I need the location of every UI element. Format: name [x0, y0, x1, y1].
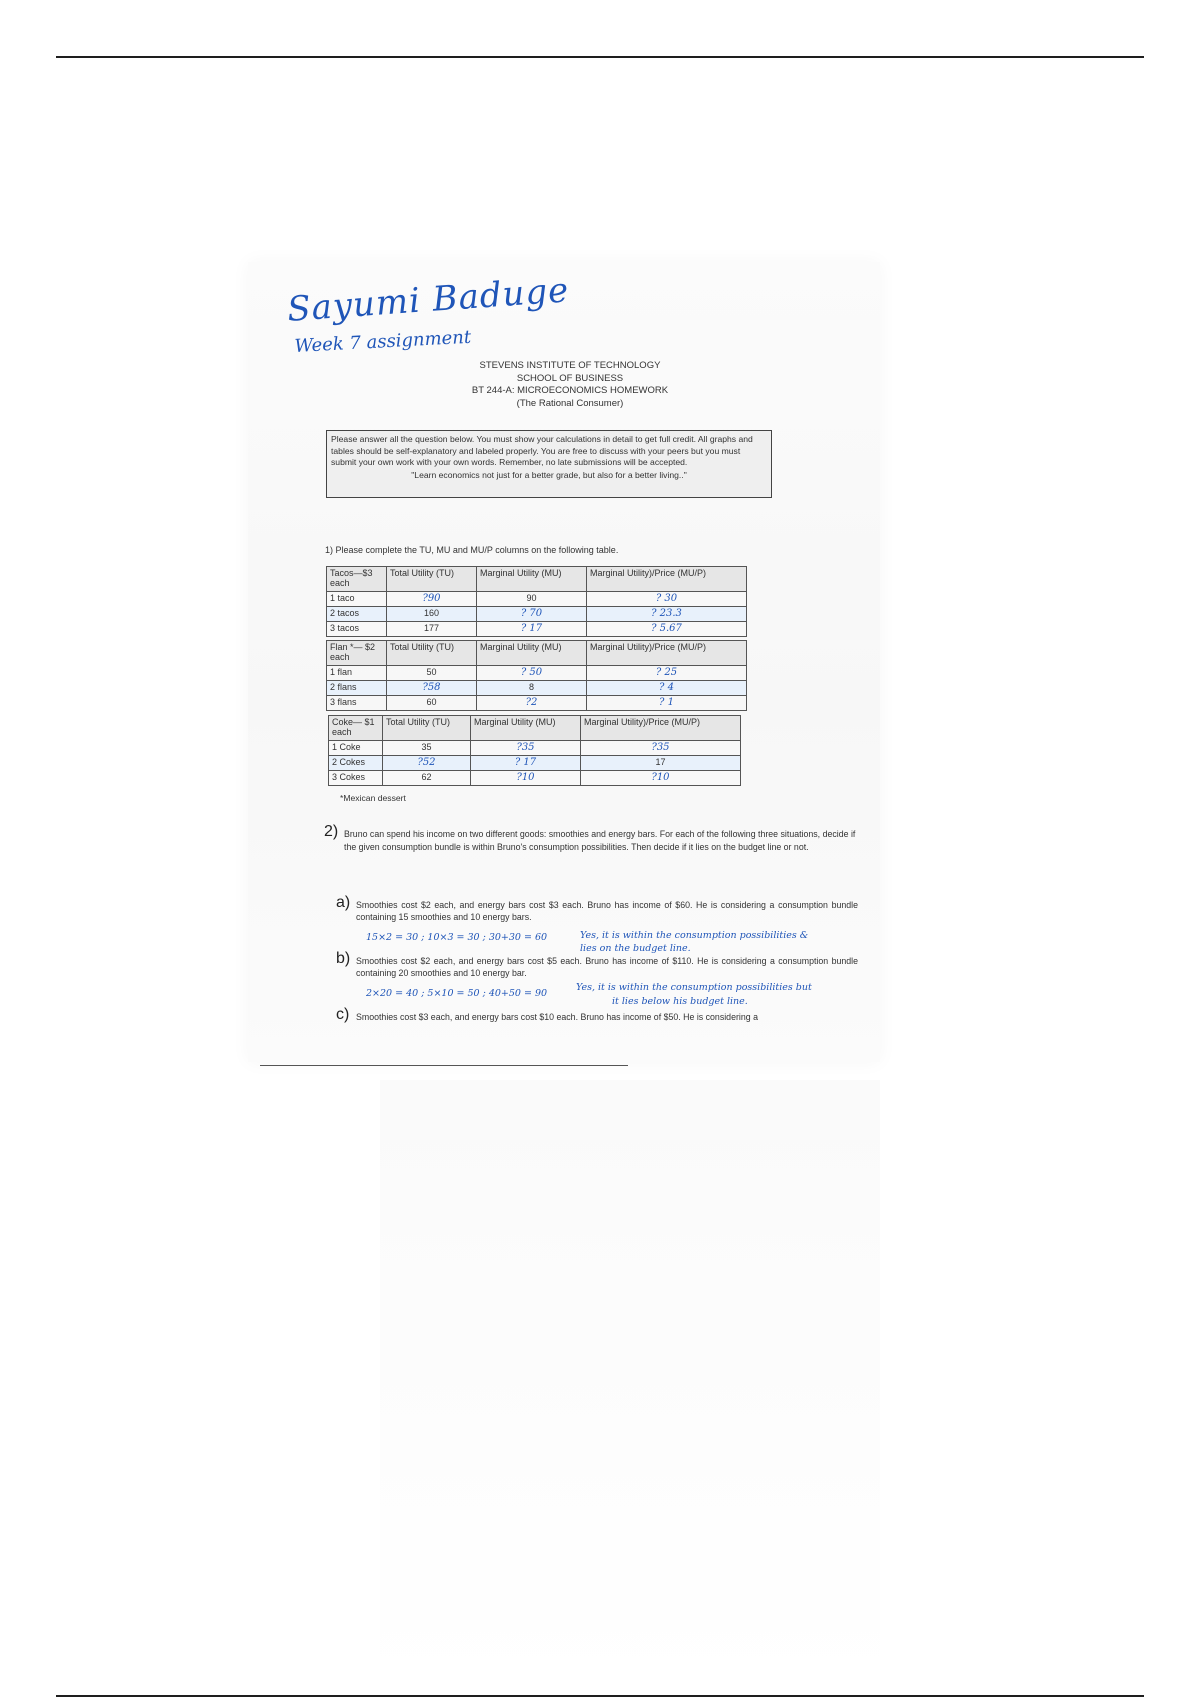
handwritten-answer-a-line2: lies on the budget line.: [580, 943, 691, 954]
handwritten-answer: ? 70: [477, 607, 587, 622]
handwritten-answer: ?52: [383, 756, 471, 771]
question-2a-letter: a): [336, 894, 351, 911]
table-header-cell: Total Utility (TU): [387, 567, 477, 592]
table-cell: 3 Cokes: [329, 771, 383, 786]
table-header-cell: Marginal Utility)/Price (MU/P): [587, 567, 747, 592]
table-header-row: [327, 641, 747, 666]
table-cell: 17: [581, 756, 741, 771]
table-row: [329, 741, 741, 756]
handwritten-answer: ?10: [471, 771, 581, 786]
question-1: 1) Please complete the TU, MU and MU/P columns on the following table.: [325, 545, 619, 555]
document-header: [420, 360, 720, 410]
handwritten-answer: ? 25: [587, 666, 747, 681]
question-2b-text: Smoothies cost $2 each, and energy bars cost $5 each. Bruno has income of $110. He is considering a consumption bundle containing 20 smoothies and 10 energy bar.: [356, 956, 858, 978]
header-line-school: SCHOOL OF BUSINESS: [516, 372, 624, 384]
handwritten-answer: ?58: [387, 681, 477, 696]
handwritten-calculation-b: 2×20 = 40 ; 5×10 = 50 ; 40+50 = 90: [366, 988, 548, 999]
handwritten-answer-a-line1: Yes, it is within the consumption possibilities &: [580, 930, 809, 941]
table-header-cell: Marginal Utility)/Price (MU/P): [581, 716, 741, 741]
table-row: [327, 696, 747, 711]
table-footnote: *Mexican dessert: [340, 793, 406, 803]
table-row: [329, 756, 741, 771]
table-cell: 60: [387, 696, 477, 711]
table-header-cell: Coke— $1 each: [329, 716, 383, 741]
handwritten-subtitle: Week 7 assignment: [294, 326, 472, 357]
table-cell: 8: [477, 681, 587, 696]
table-cell: 62: [383, 771, 471, 786]
table-header-cell: Tacos—$3 each: [327, 567, 387, 592]
handwritten-answer: ?90: [387, 592, 477, 607]
coke-table: [328, 715, 741, 786]
table-cell: 35: [383, 741, 471, 756]
handwritten-answer: ?2: [477, 696, 587, 711]
table-header-row: [327, 567, 747, 592]
instructions-text: Please answer all the question below. You must show your calculations in detail to get full credit. All graphs and tables should be self-explanatory and labeled properly. You are free to discuss with your peers but you must submit your own work with your own words. Remember, no late submissions will be accepted.: [331, 434, 753, 467]
table-header-cell: Marginal Utility (MU): [477, 567, 587, 592]
header-line-topic: (The Rational Consumer): [516, 397, 624, 409]
table-header-row: [329, 716, 741, 741]
table-header-cell: Marginal Utility)/Price (MU/P): [587, 641, 747, 666]
table-row: [327, 622, 747, 637]
question-2-number: 2): [324, 823, 339, 840]
handwritten-answer: ? 4: [587, 681, 747, 696]
table-cell: 50: [387, 666, 477, 681]
handwritten-answer: ?35: [581, 741, 741, 756]
page-top-rule: [56, 56, 1144, 58]
table-cell: 2 tacos: [327, 607, 387, 622]
question-2-text: Bruno can spend his income on two different goods: smoothies and energy bars. For each of the following three situations, decide if the given consumption bundle is within Bruno's consumption possibilities. Then decide if it lies on the budget line or not.: [344, 829, 856, 852]
handwritten-answer: ?35: [471, 741, 581, 756]
table-header-cell: Total Utility (TU): [383, 716, 471, 741]
table-cell: 160: [387, 607, 477, 622]
question-2b-letter: b): [336, 950, 351, 967]
flan-table: [326, 640, 747, 711]
table-header-cell: Marginal Utility (MU): [477, 641, 587, 666]
handwritten-answer: ? 1: [587, 696, 747, 711]
handwritten-calculation-a: 15×2 = 30 ; 10×3 = 30 ; 30+30 = 60: [366, 932, 548, 943]
question-2c-text: Smoothies cost $3 each, and energy bars cost $10 each. Bruno has income of $50. He is considering a: [356, 1012, 758, 1022]
handwritten-answer: ? 17: [477, 622, 587, 637]
table-row: [327, 681, 747, 696]
table-header-cell: Marginal Utility (MU): [471, 716, 581, 741]
question-2a: [336, 894, 858, 923]
question-2c-letter: c): [336, 1006, 350, 1023]
tacos-table: [326, 566, 747, 637]
handwritten-answer: ? 50: [477, 666, 587, 681]
question-2b: [336, 950, 858, 979]
table-header-cell: Flan *— $2 each: [327, 641, 387, 666]
table-cell: 1 flan: [327, 666, 387, 681]
table-cell: 177: [387, 622, 477, 637]
handwritten-answer: ? 17: [471, 756, 581, 771]
instructions-quote: "Learn economics not just for a better grade, but also for a better living..": [411, 469, 687, 480]
handwritten-answer-b-line1: Yes, it is within the consumption possibilities but: [576, 982, 812, 993]
header-line-institution: STEVENS INSTITUTE OF TECHNOLOGY: [479, 360, 661, 371]
question-2a-text: Smoothies cost $2 each, and energy bars cost $3 each. Bruno has income of $60. He is considering a consumption bundle containing 15 smoothies and 10 energy bars.: [356, 900, 858, 922]
question-2c: [336, 1006, 858, 1024]
table-cell: 2 Cokes: [329, 756, 383, 771]
question-2: [324, 823, 864, 853]
table-row: [327, 607, 747, 622]
table-cell: 1 Coke: [329, 741, 383, 756]
table-cell: 90: [477, 592, 587, 607]
table-cell: 1 taco: [327, 592, 387, 607]
handwritten-answer: ? 23.3: [587, 607, 747, 622]
handwritten-name: Sayumi Baduge: [286, 270, 571, 330]
table-row: [327, 592, 747, 607]
table-header-cell: Total Utility (TU): [387, 641, 477, 666]
handwritten-answer-b-line2: it lies below his budget line.: [612, 996, 748, 1007]
handwritten-answer: ? 30: [587, 592, 747, 607]
scan-shadow: [380, 1080, 880, 1690]
instructions-box: [326, 430, 772, 498]
table-row: [327, 666, 747, 681]
table-cell: 3 flans: [327, 696, 387, 711]
scan-footer-rule: [260, 1065, 628, 1066]
page-bottom-rule: [56, 1695, 1144, 1697]
header-line-course: BT 244-A: MICROECONOMICS HOMEWORK: [471, 385, 669, 396]
handwritten-answer: ?10: [581, 771, 741, 786]
handwritten-answer: ? 5.67: [587, 622, 747, 637]
table-cell: 2 flans: [327, 681, 387, 696]
table-row: [329, 771, 741, 786]
table-cell: 3 tacos: [327, 622, 387, 637]
